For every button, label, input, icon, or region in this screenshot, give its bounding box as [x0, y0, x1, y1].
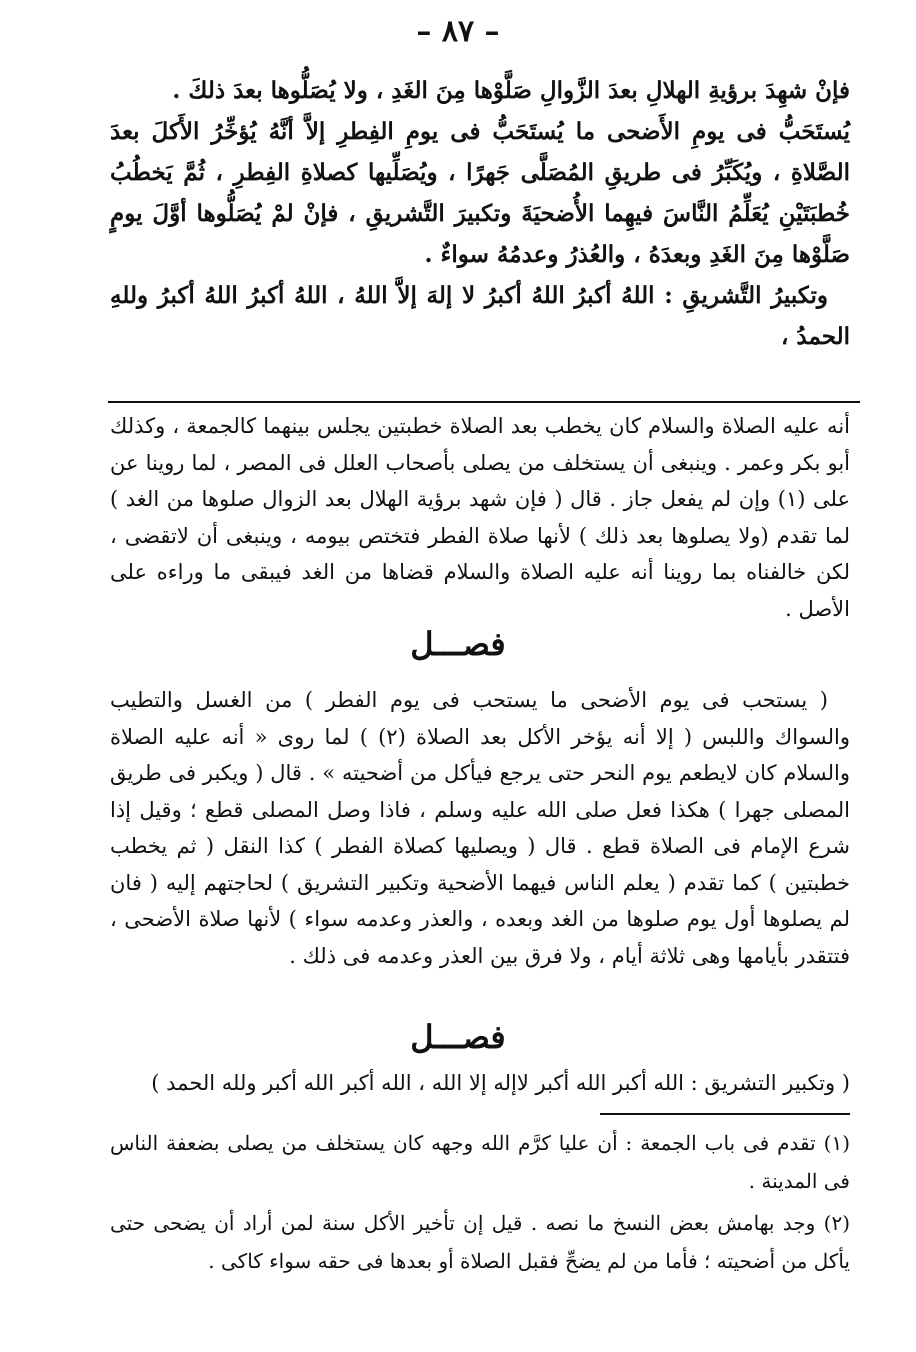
footnote: (٢) وجد بهامش بعض النسخ ما نصه . قيل إن تأخير الأكل سنة لمن أراد أن يضحى حتى يأكل من أضحيته ؛ فأما من لم يضحِّ فقبل الصلاة أو بعدها فى حقه سواء كاكى .	[110, 1211, 850, 1273]
matn-paragraph: يُستَحَبُّ فى يومِ الأَضحى ما يُستَحَبُّ فى يومِ الفِطرِ إلاَّ أنَّهُ يُؤخِّرُ الأَكلَ بعدَ الصَّلاةِ ، ويُكَبِّرُ فى طريقِ المُصَلَّى جَهرًا ، ويُصَلِّيها كصلاةِ الفِطرِ ، ثُمَّ يَخطُبُ خُطبَتَيْنِ يُعَلِّمُ النَّاسَ فيهِما الأُضحيَةَ وتكبيرَ التَّشريقِ ، فإنْ لمْ يُصَلُّوها أوَّلَ يومٍ صَلَّوْها مِنَ الغَدِ وبعدَهُ ، والعُذرُ وعدمُهُ سواءٌ .	[110, 118, 850, 268]
footnote: (١) تقدم فى باب الجمعة : أن عليا كرَّم الله وجهه كان يستخلف من يصلى بضعفة الناس فى المدينة .	[110, 1131, 850, 1193]
commentary-block	[110, 1065, 850, 1102]
section-heading: فصـــل	[410, 1018, 506, 1056]
footnote-separator-rule	[600, 1113, 850, 1115]
matn-paragraph: وتكبيرُ التَّشريقِ : اللهُ أكبرُ اللهُ أكبرُ لا إلهَ إلاَّ اللهُ ، اللهُ أكبرُ اللهُ أكبرُ وللهِ الحمدُ ،	[110, 282, 850, 350]
commentary-paragraph: أنه عليه الصلاة والسلام كان يخطب بعد الصلاة خطبتين يجلس بينهما كالجمعة ، وكذلك أبو بكر وعمر . وينبغى أن يستخلف من يصلى بأصحاب العلل فى المصر ، لما روينا عن على (١) وإن لم يفعل جاز . قال ( فإن شهد برؤية الهلال بعد الزوال صلوها من الغد ) لما تقدم (ولا يصلوها بعد ذلك ) لأنها صلاة الفطر فتختص بيومه ، وينبغى أن لاتقضى ، لكن خالفناه بما روينا أنه عليه الصلاة والسلام قضاها من الغد فيبقى ما وراءه على الأصل .	[110, 414, 850, 621]
footnotes-block	[110, 1124, 850, 1280]
matn-text-block	[110, 70, 850, 357]
commentary-paragraph: ( يستحب فى يوم الأضحى ما يستحب فى يوم الفطر ) من الغسل والتطيب والسواك واللبس ( إلا أنه يؤخر الأكل بعد الصلاة (٢) ) لما روى « أنه عليه الصلاة والسلام كان لايطعم يوم النحر حتى يرجع فيأكل من أضحيته » . قال ( ويكبر فى طريق المصلى جهرا ) هكذا فعل صلى الله عليه وسلم ، فاذا وصل المصلى قطع ؛ وقيل إذا شرع الإمام فى الصلاة قطع . قال ( ويصليها كصلاة الفطر ) كذا النقل ( ثم يخطب خطبتين ) كما تقدم ( يعلم الناس فيهما الأضحية وتكبير التشريق ) لحاجتهم إليه ( فان لم يصلوها أول يوم صلوها من الغد وبعده ، والعذر وعدمه سواء ) لأنها صلاة الأضحى ، فتتقدر بأيامها وهى ثلاثة أيام ، ولا فرق بين العذر وعدمه فى ذلك .	[110, 688, 850, 968]
page-number: – ٨٧ –	[416, 14, 500, 49]
commentary-block	[110, 682, 850, 974]
matn-separator-rule	[108, 401, 860, 403]
commentary-block	[110, 408, 850, 627]
section-heading: فصـــل	[410, 625, 506, 663]
matn-paragraph: فإنْ شهِدَ برؤيةِ الهلالِ بعدَ الزَّوالِ صَلَّوْها مِنَ الغَدِ ، ولا يُصَلُّوها بعدَ ذلكَ .	[172, 77, 850, 104]
commentary-paragraph: ( وتكبير التشريق : الله أكبر الله أكبر لاإله إلا الله ، الله أكبر الله أكبر ولله الحمد )	[151, 1071, 850, 1095]
